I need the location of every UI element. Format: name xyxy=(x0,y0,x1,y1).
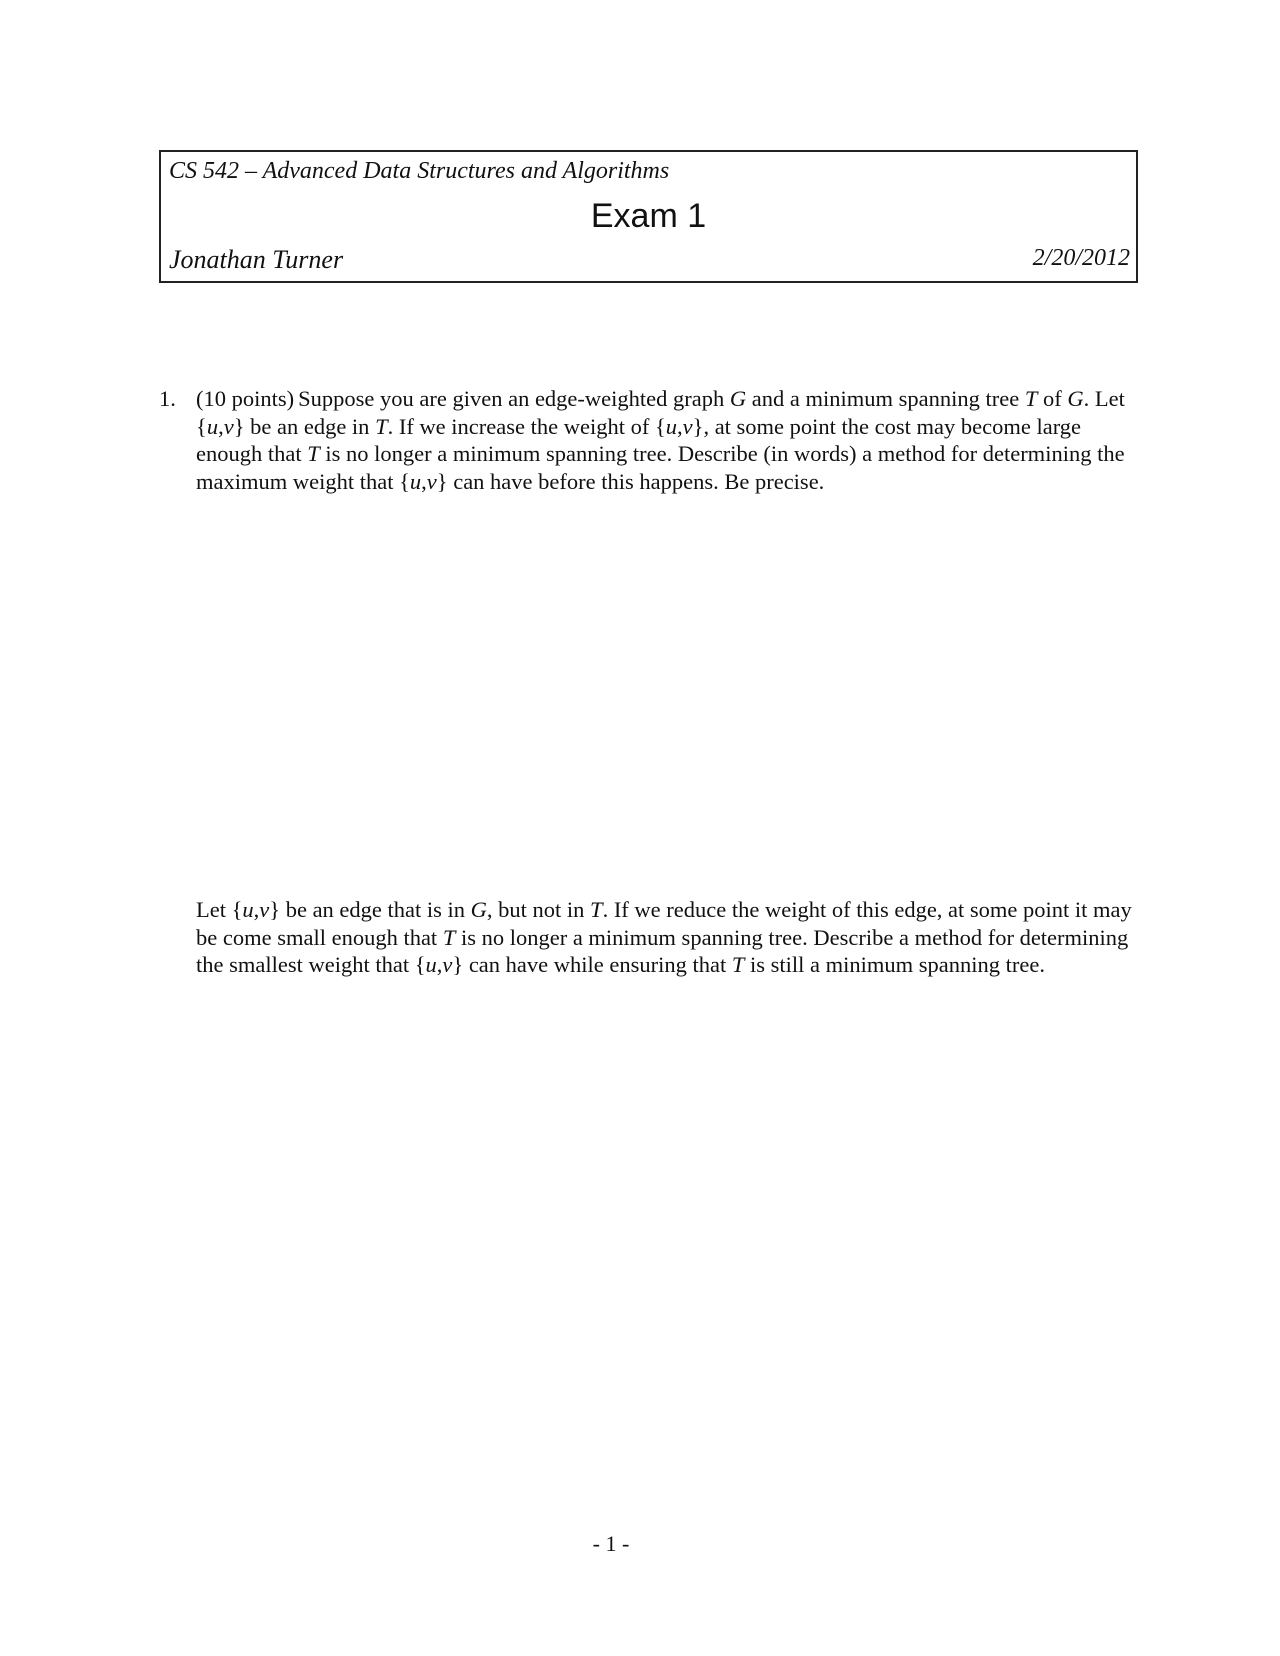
exam-date: 2/20/2012 xyxy=(1032,245,1130,271)
page-number: - 1 - xyxy=(592,1531,630,1556)
question-1 xyxy=(159,385,1159,495)
course-title: CS 542 – Advanced Data Structures and Algorithms xyxy=(169,158,670,184)
author-name: Jonathan Turner xyxy=(169,245,344,274)
exam-header-box xyxy=(159,150,1138,283)
question-1-part-1-text: (10 points) Suppose you are given an edge-weighted graph G and a minimum spanning tree T of G. Let {u,v} be an edge in T. If we increase the weight of {u,v}, at some point the cost may become large enough that T is no longer a minimum spanning tree. Describe (in words) a method for determining the maximum weight that {u,v} can have before this happens. Be precise. xyxy=(196,386,1125,494)
question-number: 1. xyxy=(159,386,176,411)
answer-space-part-2 xyxy=(196,1010,1144,1510)
question-1-part-2-text: Let {u,v} be an edge that is in G, but not in T. If we reduce the weight of this edge, at some point it may be come small enough that T is no longer a minimum spanning tree. Describe a method for determining the smallest weight that {u,v} can have while ensuring that T is still a minimum spanning tree. xyxy=(196,897,1132,977)
answer-space-part-1 xyxy=(196,530,1144,880)
exam-title: Exam 1 xyxy=(590,197,707,235)
question-points: (10 points) xyxy=(196,386,295,411)
